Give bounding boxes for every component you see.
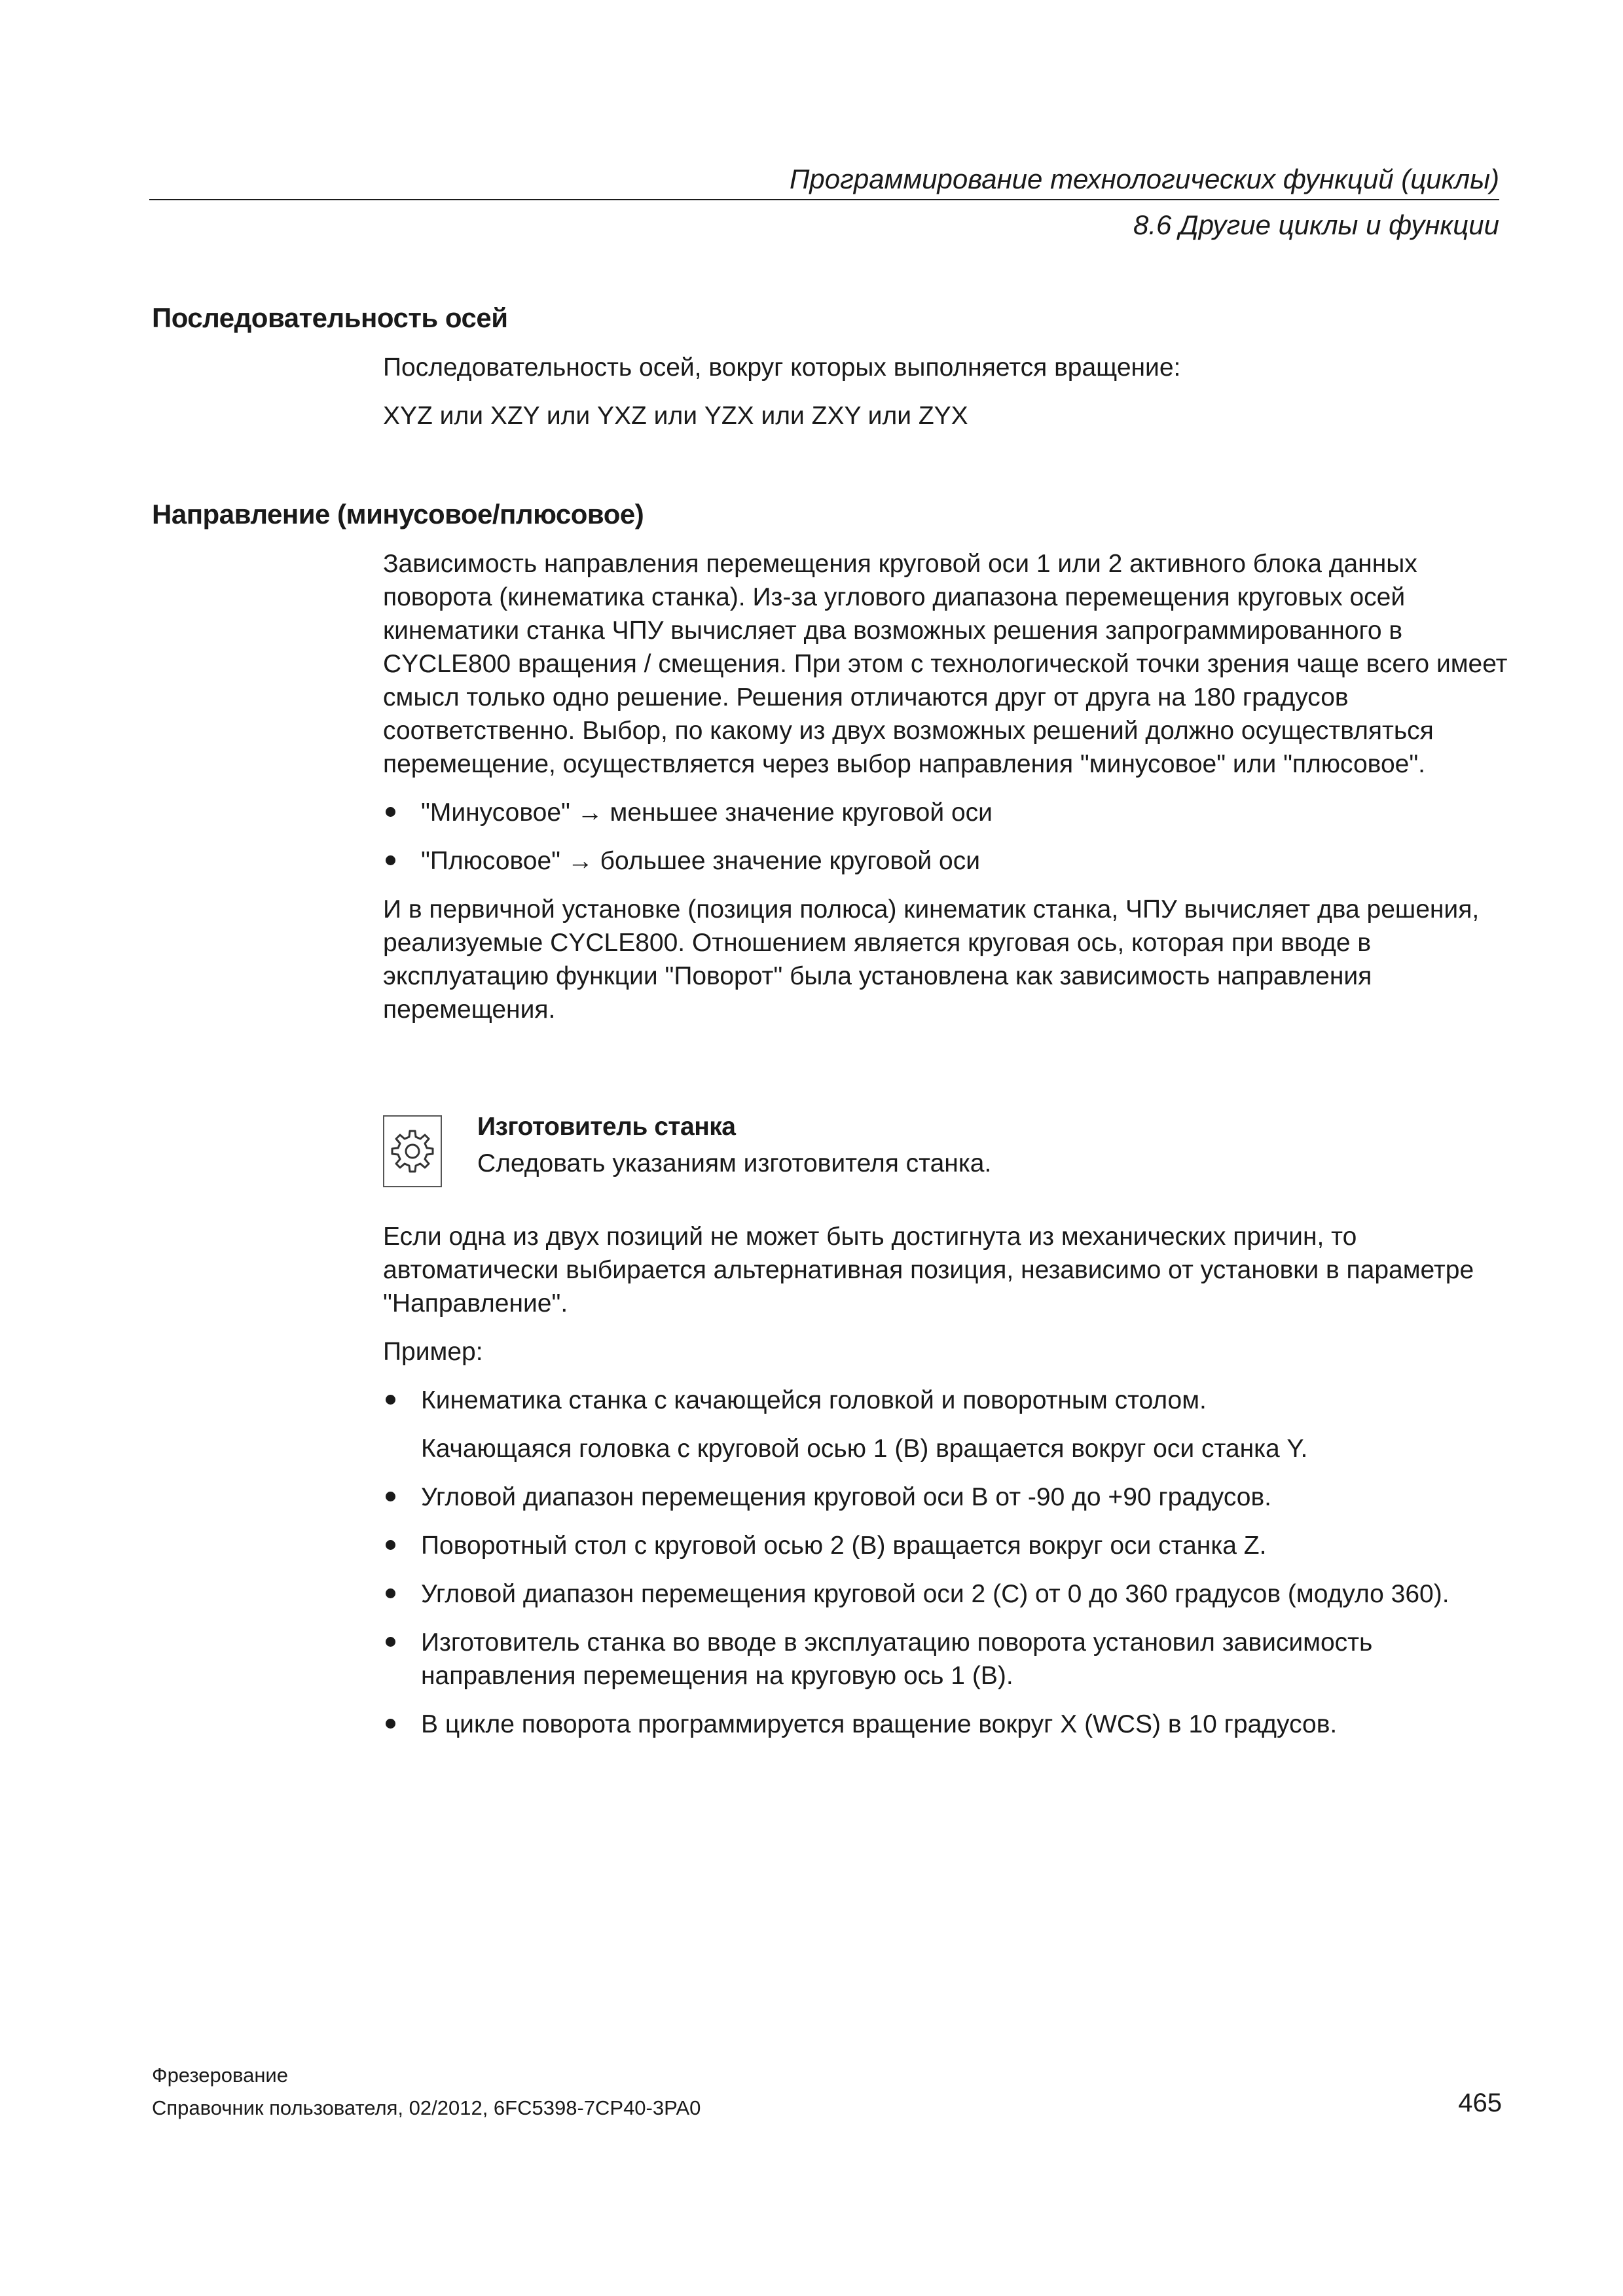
running-header [149, 161, 1499, 243]
list-item: В цикле поворота программируется вращение вокруг X (WCS) в 10 градусов. [383, 1708, 1509, 1741]
example-bullet-list-continued [383, 1480, 1509, 1741]
after-note-body [383, 1220, 1509, 1741]
list-item: Изготовитель станка во вводе в эксплуатацию поворота установил зависимость направления перемещения на круговую ось 1 (B). [383, 1626, 1509, 1693]
chapter-title: Программирование технологических функций (циклы) [789, 164, 1499, 194]
note-title: Изготовитель станка [477, 1113, 736, 1141]
header-rule [149, 199, 1499, 200]
list-item: Кинематика станка с качающейся головкой и поворотным столом. [383, 1384, 1509, 1417]
axis-sequence-body [383, 351, 1509, 433]
axis-sequence-options: XYZ или XZY или YXZ или YZX или ZXY или ZYX [383, 402, 968, 430]
direction-paragraph-1: Зависимость направления перемещения круговой оси 1 или 2 активного блока данных поворота (кинематика станка). Из-за углового диапазона перемещения круговых осей кинематики станка ЧПУ вычисляет два возможных решения запрограммированного в CYCLE800 вращения / смещения. При этом с технологической точки зрения чаще всего имеет смысл только одно решение. Решения отличаются друг от друга на 180 градусов соответственно. Выбор, по какому из двух возможных решений должно осуществляться перемещение, осуществляется через выбор направления "минусовое" или "плюсовое". [383, 550, 1508, 778]
example-label: Пример: [383, 1338, 483, 1366]
section-title: 8.6 Другие циклы и функции [1133, 209, 1499, 240]
direction-paragraph-2: И в первичной установке (позиция полюса) кинематик станка, ЧПУ вычисляет два решения, реализуемые CYCLE800. Отношением является круговая ось, которая при вводе в эксплуатацию функции "Поворот" была установлена как зависимость направления перемещения. [383, 895, 1480, 1024]
list-item: Угловой диапазон перемещения круговой оси B от -90 до +90 градусов. [383, 1480, 1509, 1514]
list-item: Угловой диапазон перемещения круговой оси 2 (C) от 0 до 360 градусов (модуло 360). [383, 1577, 1509, 1611]
heading-axis-sequence: Последовательность осей [152, 302, 508, 333]
direction-bullet-list [383, 796, 1509, 878]
example-subline: Качающаяся головка с круговой осью 1 (B) вращается вокруг оси станка Y. [421, 1435, 1308, 1463]
page-number: 465 [1458, 2089, 1502, 2117]
footer-manual-info: Справочник пользователя, 02/2012, 6FC5398-7CP40-3PA0 [152, 2096, 701, 2119]
note-text: Следовать указаниям изготовителя станка. [477, 1149, 992, 1177]
list-item: "Плюсовое" → большее значение круговой оси [383, 844, 1509, 878]
footer-product: Фрезерование [152, 2064, 288, 2087]
page-footer [152, 2062, 1502, 2122]
list-item: Поворотный стол с круговой осью 2 (B) вращается вокруг оси станка Z. [383, 1529, 1509, 1562]
direction-body [383, 547, 1509, 1026]
fallback-paragraph: Если одна из двух позиций не может быть достигнута из механических причин, то автоматически выбирается альтернативная позиция, независимо от установки в параметре "Направление". [383, 1223, 1474, 1318]
list-item: "Минусовое" → меньшее значение круговой оси [383, 796, 1509, 829]
axis-sequence-paragraph: Последовательность осей, вокруг которых выполняется вращение: [383, 353, 1181, 382]
gear-icon [383, 1115, 442, 1187]
example-bullet-list [383, 1384, 1509, 1417]
heading-direction: Направление (минусовое/плюсовое) [152, 499, 644, 529]
